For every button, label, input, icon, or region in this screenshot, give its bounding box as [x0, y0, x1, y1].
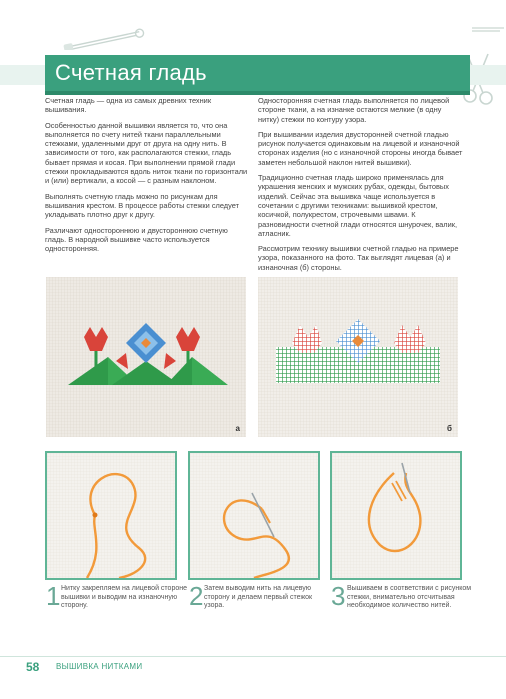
step-1-image [45, 451, 177, 580]
step-2-text: Затем выводим нить на лицевую сторону и делаем первый стежок узора. [204, 585, 313, 610]
left-text-column [45, 96, 250, 259]
step-3-image [330, 451, 462, 580]
paragraph: Односторонняя счетная гладь выполняется по лицевой стороне ткани, а на изнанке остаются мелкие (в одну нитку) стежки по контуру узора. [258, 96, 450, 124]
header-bar [0, 55, 506, 97]
needle-icon [332, 453, 460, 578]
right-text-column [258, 96, 463, 278]
footer-divider [0, 656, 506, 657]
title-box [45, 55, 470, 95]
paragraph: Различают одностороннюю и двустороннюю счетную гладь. В народной вышивке часто используется односторонняя. [45, 225, 228, 254]
embroidery-back-image [258, 277, 458, 437]
safety-pin-icon [60, 28, 150, 50]
step-number: 1 [46, 581, 61, 611]
photo-label-b: б [447, 424, 452, 433]
step-2-image [188, 451, 320, 580]
paragraph: Особенностью данной вышивки является то, что она выполняется по счету нитей ткани параллельными стежками, удаленными друг от друга на одну нить. В зависимости от того, как располагаются стежки, гладь бывает прямая и косая. При выполнении прямой глади стежки прокладываются вдоль ниток ткани по горизонтали и (или) вертикали, а косой — с разным наклоном. [45, 120, 248, 186]
step-number: 2 [189, 581, 204, 611]
needle-icon [190, 453, 318, 578]
step-3-text: Вышиваем в соответствии с рисунком стежки, внимательно отсчитывая необходимое количество нитей. [347, 585, 472, 610]
step-1-text: Нитку закрепляем на лицевой стороне вышивки и выводим на изнаночную сторону. [61, 585, 187, 610]
page-title: Счетная гладь [55, 60, 207, 85]
step-number: 3 [331, 581, 346, 611]
paragraph: Счетная гладь — одна из самых древних техник вышивания. [45, 96, 212, 115]
paragraph: Рассмотрим технику вышивки счетной гладью на примере узора, показанного на фото. Так выглядят лицевая (а) и изнаночная (б) стороны. [258, 244, 459, 272]
safety-pin-icon [470, 22, 506, 38]
section-title: ВЫШИВКА НИТКАМИ [56, 662, 143, 671]
paragraph: Выполнять счетную гладь можно по рисункам для вышивания крестом. В процессе работы стежки следует укладывать плотно друг к другу. [45, 191, 239, 220]
photo-label-a: а [235, 424, 240, 433]
embroidery-front-image [46, 277, 246, 437]
photo-back-side [258, 277, 458, 437]
thread-icon [47, 453, 175, 578]
paragraph: При вышивании изделия двусторонней счетной гладью рисунок получается одинаковым на лицевой и изнаночной сторонах изделия (но с изнаночной стороны иногда бывает заметен небольшой наклон нитей вышивки). [258, 129, 463, 167]
paragraph: Традиционно счетная гладь широко применялась для украшения женских и мужских рубах, одежды, бытовых изделий. Сейчас эта вышивка чаще используется в сочетании с другими техниками: вышивкой крестом, косичкой, полукрестом, строчевыми швами. К разновидности счетной глади относятся шнурочек, валик, атласник. [258, 173, 458, 238]
photo-front-side [46, 277, 246, 437]
page-number: 58 [26, 660, 40, 674]
